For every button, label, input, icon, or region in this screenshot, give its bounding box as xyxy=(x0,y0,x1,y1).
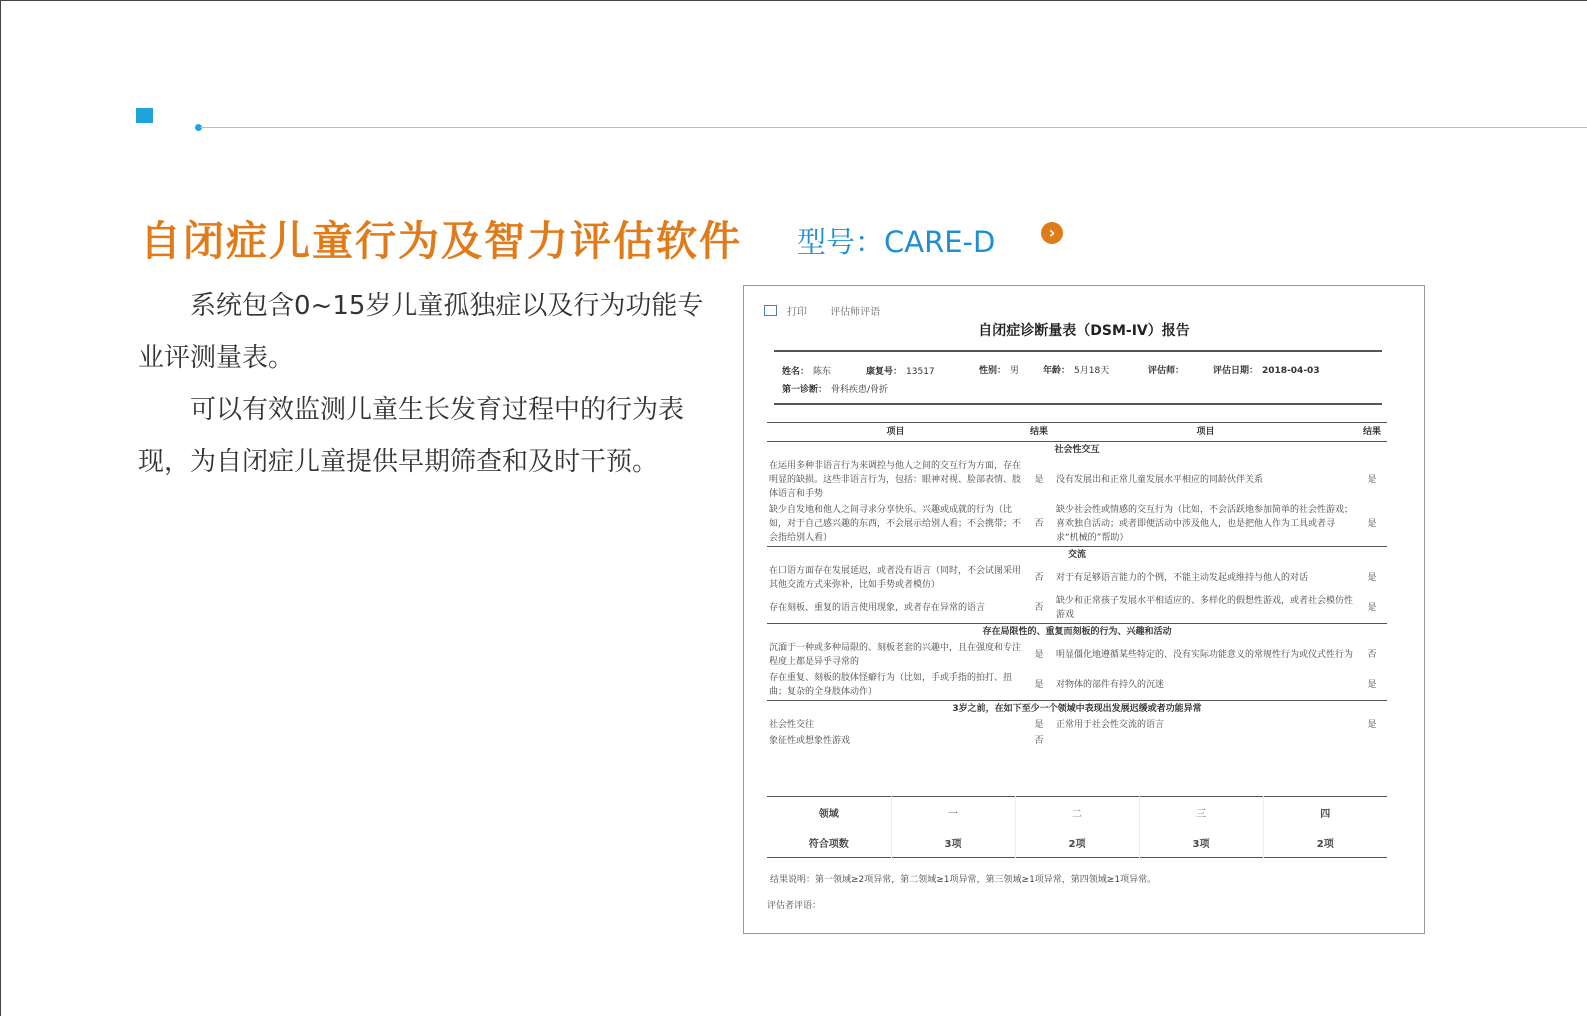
info-name-label: 姓名： xyxy=(782,367,810,377)
report-title: 自闭症诊断量表（DSM-IV）报告 xyxy=(978,323,1190,339)
summary-domain: 二 xyxy=(1015,797,1139,828)
criterion-text: 明显僵化地遵循某些特定的、没有实际功能意义的常规性行为或仪式性行为 xyxy=(1056,650,1354,660)
summary-count: 3项 xyxy=(891,827,1015,858)
frame-left-border xyxy=(0,0,1,1016)
criterion-text: 社会性交往 xyxy=(769,720,815,730)
info-id-label: 康复号： xyxy=(866,367,903,377)
description-paragraph-2: 可以有效监测儿童生长发育过程中的行为表现，为自闭症儿童提供早期筛查和及时干预。 xyxy=(138,395,685,477)
table-row xyxy=(767,458,1387,502)
decor-line xyxy=(200,127,1587,128)
info-age-value: 5月18天 xyxy=(1074,366,1110,376)
info-date xyxy=(1213,363,1324,376)
criterion-result: 否 xyxy=(1034,736,1044,746)
summary-count-label: 符合项数 xyxy=(808,838,849,850)
description-paragraph-1: 系统包含0~15岁儿童孤独症以及行为功能专业评测量表。 xyxy=(138,291,704,373)
criterion-result: 否 xyxy=(1367,650,1377,660)
report-toolbar xyxy=(764,303,890,318)
summary-count-row xyxy=(767,827,1387,858)
criterion-result: 是 xyxy=(1034,650,1044,660)
section-title: 3岁之前，在如下至少一个领域中表现出发展迟缓或者功能异常 xyxy=(767,701,1387,718)
criterion-text: 缺少社会性或情感的交互行为（比如，不会活跃地参加简单的社会性游戏；喜欢独自活动；或者即便活动中涉及他人，也是把他人作为工具或者寻求“机械的”帮助） xyxy=(1056,505,1354,543)
summary-count: 3项 xyxy=(1139,827,1263,858)
section-title: 存在局限性的、重复而刻板的行为、兴趣和活动 xyxy=(767,624,1387,641)
table-row xyxy=(767,593,1387,624)
criterion-text: 沉湎于一种或多种局限的、刻板老套的兴趣中，且在强度和专注程度上都是异乎寻常的 xyxy=(769,643,1022,667)
product-description xyxy=(138,280,718,488)
criterion-result: 是 xyxy=(1034,680,1044,690)
chevron-right-icon[interactable]: › xyxy=(1041,222,1063,244)
criterion-result: 是 xyxy=(1367,519,1377,529)
criterion-text: 正常用于社会性交流的语言 xyxy=(1056,720,1165,730)
info-gender-value: 男 xyxy=(1010,366,1020,376)
criterion-text: 存在刻板、重复的语言使用现象，或者存在异常的语言 xyxy=(769,603,986,613)
summary-count: 2项 xyxy=(1015,827,1139,858)
criterion-text: 没有发展出和正常儿童发展水平相应的同龄伙伴关系 xyxy=(1056,475,1264,485)
header-item-left: 项目 xyxy=(767,423,1024,442)
report-rule-info xyxy=(774,403,1382,405)
criterion-result: 是 xyxy=(1367,475,1377,485)
section-title: 交流 xyxy=(767,547,1387,564)
info-age xyxy=(1043,363,1109,376)
info-evaluator-label: 评估师： xyxy=(1148,366,1185,376)
info-id-value: 13517 xyxy=(906,367,935,377)
info-gender-label: 性别： xyxy=(979,366,1007,376)
criterion-result: 是 xyxy=(1367,680,1377,690)
table-row xyxy=(767,502,1387,547)
header-result-left: 结果 xyxy=(1024,423,1054,442)
criteria-table xyxy=(767,422,1387,749)
frame-top-border xyxy=(0,0,1587,1)
info-id xyxy=(866,364,935,377)
criterion-result: 否 xyxy=(1034,603,1044,613)
criterion-text: 存在重复、刻板的肢体怪癖行为（比如，手或手指的拍打、扭曲；复杂的全身肢体动作） xyxy=(769,673,1013,697)
header-result-right: 结果 xyxy=(1357,423,1387,442)
criterion-text: 缺少自发地和他人之间寻求分享快乐、兴趣或成就的行为（比如，对于自己感兴趣的东西，不会展示给别人看；不会携带；不会指给别人看） xyxy=(769,505,1022,543)
criterion-result xyxy=(1357,733,1387,749)
table-row xyxy=(767,563,1387,593)
product-title: 自闭症儿童行为及智力评估软件 xyxy=(140,217,742,265)
info-gender xyxy=(979,363,1019,376)
evaluator-comment-label: 评估者评语： xyxy=(767,901,822,911)
info-date-value: 2018-04-03 xyxy=(1262,366,1320,376)
info-age-label: 年龄： xyxy=(1043,366,1071,376)
section-title-row xyxy=(767,701,1387,718)
decor-square xyxy=(136,108,153,123)
criterion-result: 是 xyxy=(1367,603,1377,613)
summary-count: 2项 xyxy=(1263,827,1387,858)
criterion-text: 在口语方面存在发展延迟，或者没有语言（同时，不会试图采用其他交流方式来弥补，比如手势或者模仿） xyxy=(769,566,1022,590)
section-title-row xyxy=(767,442,1387,459)
criterion-result: 是 xyxy=(1034,720,1044,730)
criterion-text: 缺少和正常孩子发展水平相适应的、多样化的假想性游戏，或者社会模仿性游戏 xyxy=(1056,596,1354,620)
criterion-text: 对于有足够语言能力的个例，不能主动发起或维持与他人的对话 xyxy=(1056,573,1309,583)
table-row xyxy=(767,670,1387,701)
print-button[interactable] xyxy=(764,307,817,318)
table-row xyxy=(767,717,1387,733)
table-row xyxy=(767,733,1387,749)
printer-icon xyxy=(764,305,777,316)
table-row xyxy=(767,640,1387,670)
info-evaluator xyxy=(1148,363,1188,376)
criterion-result: 是 xyxy=(1367,573,1377,583)
summary-domain: 三 xyxy=(1139,797,1263,828)
report-rule-top xyxy=(774,350,1382,352)
info-diagnosis-value: 骨科疾患/骨折 xyxy=(831,385,889,395)
summary-table xyxy=(767,796,1387,858)
evaluator-comment-button[interactable]: 评估师评语 xyxy=(830,307,881,318)
criterion-result: 否 xyxy=(1034,573,1044,583)
info-name xyxy=(782,364,831,377)
summary-domain-row xyxy=(767,797,1387,828)
product-model: 型号：CARE-D xyxy=(797,225,996,259)
info-name-value: 陈东 xyxy=(813,367,832,377)
criterion-result: 否 xyxy=(1034,519,1044,529)
print-label: 打印 xyxy=(787,307,807,318)
info-diagnosis xyxy=(782,382,888,395)
header-item-right: 项目 xyxy=(1054,423,1357,442)
section-title-row xyxy=(767,624,1387,641)
criterion-text: 在运用多种非语言行为来调控与他人之间的交互行为方面，存在明显的缺损。这些非语言行为，包括：眼神对视、脸部表情、肢体语言和手势 xyxy=(769,461,1022,499)
criterion-text: 对物体的部件有持久的沉迷 xyxy=(1056,680,1165,690)
result-note: 结果说明：第一领域≥2项异常，第二领域≥1项异常，第三领域≥1项异常，第四领域≥1项异常。 xyxy=(770,875,1157,885)
section-title-row xyxy=(767,547,1387,564)
summary-domain: 一 xyxy=(891,797,1015,828)
criterion-result: 是 xyxy=(1034,475,1044,485)
criterion-text xyxy=(1054,733,1357,749)
report-screenshot xyxy=(743,285,1425,934)
criterion-result: 是 xyxy=(1367,720,1377,730)
info-date-label: 评估日期： xyxy=(1213,366,1259,376)
summary-domain: 四 xyxy=(1263,797,1387,828)
info-diagnosis-label: 第一诊断： xyxy=(782,385,828,395)
criterion-text: 象征性或想象性游戏 xyxy=(769,736,851,746)
criteria-header-row xyxy=(767,423,1387,442)
section-title: 社会性交互 xyxy=(767,442,1387,459)
summary-domain-label: 领域 xyxy=(818,808,839,820)
